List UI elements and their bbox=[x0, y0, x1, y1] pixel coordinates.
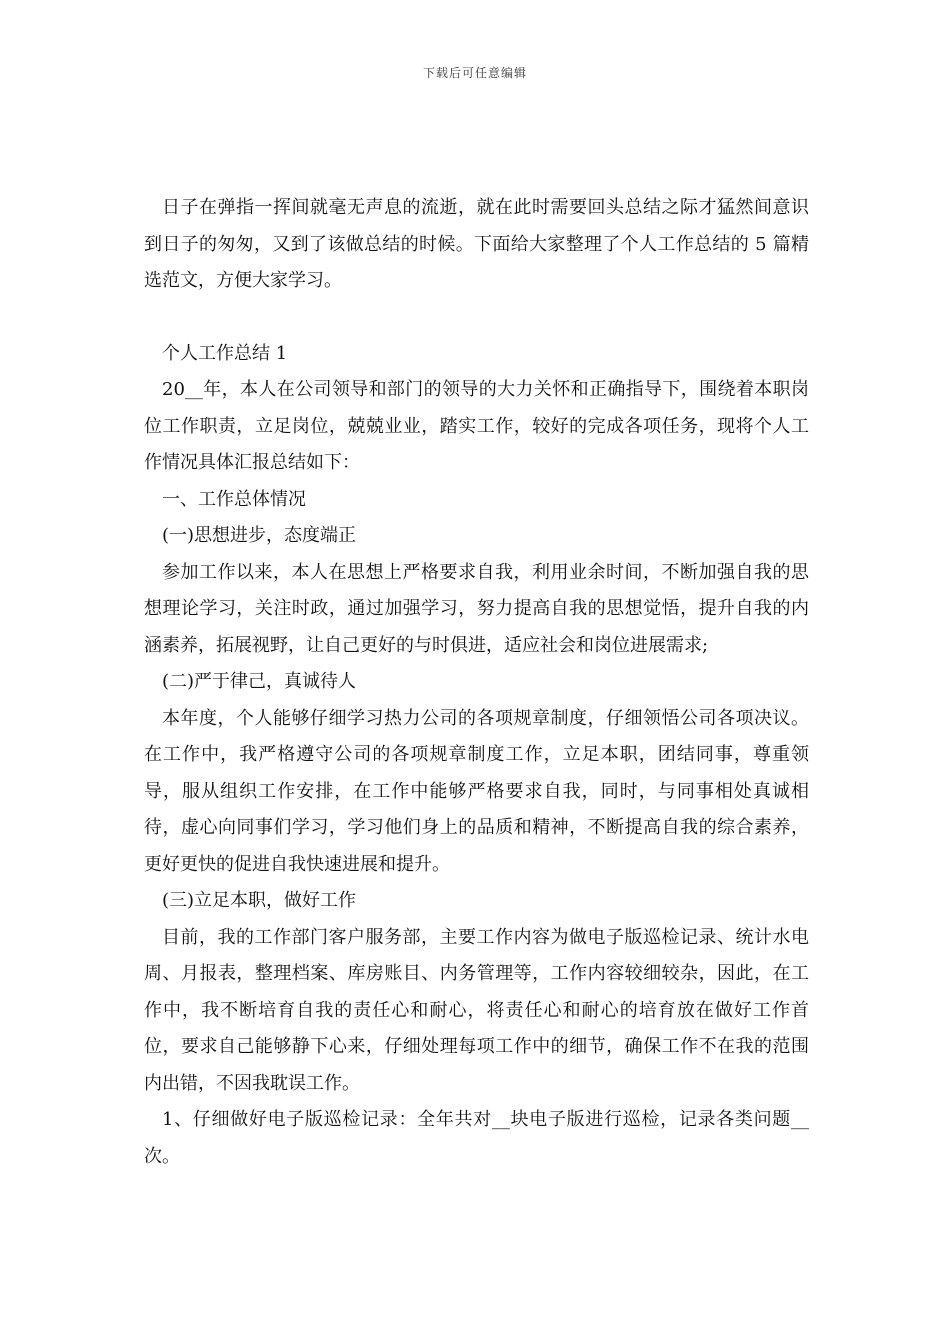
item1-paragraph: 1、仔细做好电子版巡检记录：全年共对__块电子版进行巡检，记录各类问题__次。 bbox=[144, 1109, 809, 1167]
section-title: 个人工作总结 1 bbox=[162, 342, 288, 364]
subsection2-heading: (二)严于律己，真诚待人 bbox=[162, 671, 357, 692]
part1-heading: 一、工作总体情况 bbox=[162, 488, 306, 510]
opening-paragraph: 20__年，本人在公司领导和部门的领导的大力关怀和正确指导下，围绕着本职岗位工作职责，立足岗位，兢兢业业，踏实工作，较好的完成各项任务，现将个人工作情况具体汇报总结如下： bbox=[144, 379, 809, 473]
subsection1-heading: (一)思想进步，态度端正 bbox=[162, 525, 357, 546]
subsection3-heading: (三)立足本职，做好工作 bbox=[162, 890, 357, 911]
page-header: 下载后可任意编辑 bbox=[422, 66, 527, 80]
document-body bbox=[144, 190, 809, 1175]
spacer bbox=[144, 300, 809, 336]
intro-paragraph: 日子在弹指一挥间就毫无声息的流逝，就在此时需要回头总结之际才猛然间意识到日子的匆匆，又到了该做总结的时候。下面给大家整理了个人工作总结的 5 篇精选范文，方便大家学习。 bbox=[144, 197, 809, 291]
subsection3-paragraph: 目前，我的工作部门客户服务部，主要工作内容为做电子版巡检记录、统计水电周、月报表，整理档案、库房账目、内务管理等，工作内容较细较杂，因此，在工作中，我不断培育自我的责任心和耐心，将责任心和耐心的培育放在做好工作首位，要求自己能够静下心来，仔细处理每项工作中的细节，确保工作不在我的范围内出错，不因我耽误工作。 bbox=[144, 926, 809, 1094]
subsection1-paragraph: 参加工作以来，本人在思想上严格要求自我，利用业余时间，不断加强自我的思想理论学习，关注时政，通过加强学习，努力提高自我的思想觉悟，提升自我的内涵素养，拓展视野，让自己更好的与时俱进，适应社会和岗位进展需求; bbox=[144, 561, 809, 656]
subsection2-paragraph: 本年度，个人能够仔细学习热力公司的各项规章制度，仔细领悟公司各项决议。在工作中，我严格遵守公司的各项规章制度工作，立足本职，团结同事，尊重领导，服从组织工作安排，在工作中能够严格要求自我，同时，与同事相处真诚相待，虚心向同事们学习，学习他们身上的品质和精神，不断提高自我的综合素养，更好更快的促进自我快速进展和提升。 bbox=[144, 707, 809, 875]
